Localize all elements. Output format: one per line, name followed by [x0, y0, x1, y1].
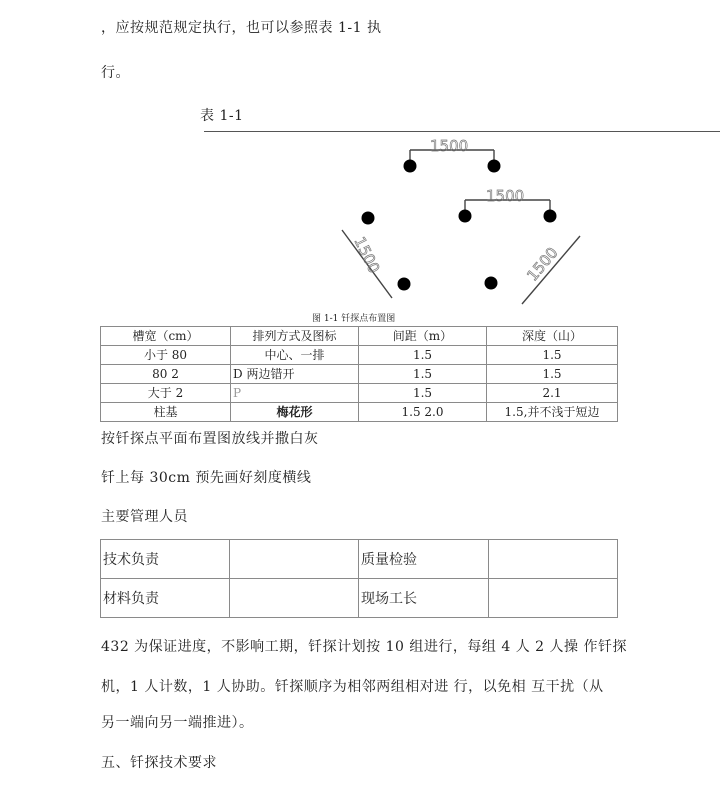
cell-depth: 1.5 [487, 365, 618, 384]
table-row [101, 403, 618, 422]
intro-line-2: 行。 [101, 65, 130, 81]
note-line-1: 按钎探点平面布置图放线并撒白灰 [101, 431, 319, 447]
table-header-row [101, 327, 618, 346]
body-paragraph-1: 432 为保证进度，不影响工期，钎探计划按 10 组进行，每组 4 人 2 人操 作钎探 [101, 639, 627, 655]
pattern-icon-d: D [233, 367, 243, 381]
table-row [101, 579, 618, 618]
body-paragraph-3: 另一端向另一端推进）。 [101, 715, 254, 731]
table-row [101, 540, 618, 579]
cell-pattern: 梅花形 [231, 403, 359, 422]
probe-point [544, 210, 557, 223]
staff-role: 材料负责 [101, 579, 230, 618]
table-row [101, 365, 618, 384]
table-row [101, 384, 618, 403]
body-paragraph-2: 机，1 人计数，1 人协助。钎探顺序为相邻两组相对进 行，以免相 互干扰（从 [101, 679, 604, 695]
cell-pattern [231, 365, 359, 384]
pattern-text: 两边错开 [246, 367, 295, 381]
intro-line-1: ，应按规范规定执行，也可以参照表 1-1 执 [101, 20, 382, 36]
section-heading: 五、钎探技术要求 [101, 755, 217, 771]
probe-point [488, 160, 501, 173]
cell-spacing: 1.5 [359, 346, 487, 365]
staff-role: 现场工长 [359, 579, 489, 618]
cell-width: 小于 80 [101, 346, 231, 365]
dim-label-top: 1500 [430, 137, 469, 155]
col-header: 间距（m） [359, 327, 487, 346]
staff-table [100, 539, 618, 618]
staff-name-cell [230, 540, 359, 579]
col-header: 深度（山） [487, 327, 618, 346]
pattern-icon-p: P [233, 386, 242, 400]
table-row [101, 346, 618, 365]
probe-layout-diagram [330, 132, 600, 312]
staff-name-cell [489, 540, 618, 579]
cell-depth: 2.1 [487, 384, 618, 403]
cell-depth: 1.5 [487, 346, 618, 365]
dim-label-middle: 1500 [486, 187, 525, 205]
probe-point [362, 212, 375, 225]
cell-spacing: 1.5 2.0 [359, 403, 487, 422]
staff-role: 质量检验 [359, 540, 489, 579]
staff-name-cell [489, 579, 618, 618]
spec-table [100, 326, 618, 422]
probe-point [404, 160, 417, 173]
note-line-2: 钎上每 30cm 预先画好刻度横线 [101, 470, 312, 486]
col-header: 排列方式及图标 [231, 327, 359, 346]
cell-spacing: 1.5 [359, 365, 487, 384]
cell-width: 80 2 [101, 365, 231, 384]
probe-point [398, 278, 411, 291]
cell-pattern [231, 384, 359, 403]
probe-point [485, 277, 498, 290]
cell-width: 大于 2 [101, 384, 231, 403]
staff-heading: 主要管理人员 [101, 509, 188, 525]
probe-point [459, 210, 472, 223]
table-label: 表 1-1 [200, 108, 244, 124]
col-header: 槽宽（cm） [101, 327, 231, 346]
cell-spacing: 1.5 [359, 384, 487, 403]
dim-label-right: 1500 [523, 243, 562, 285]
cell-depth: 1.5,并不浅于短边 [487, 403, 618, 422]
dim-label-left: 1500 [350, 233, 384, 277]
cell-pattern: 中心、一排 [231, 346, 359, 365]
cell-width: 柱基 [101, 403, 231, 422]
figure-caption: 图 1-1 钎探点布置图 [312, 314, 396, 324]
staff-role: 技术负责 [101, 540, 230, 579]
staff-name-cell [230, 579, 359, 618]
